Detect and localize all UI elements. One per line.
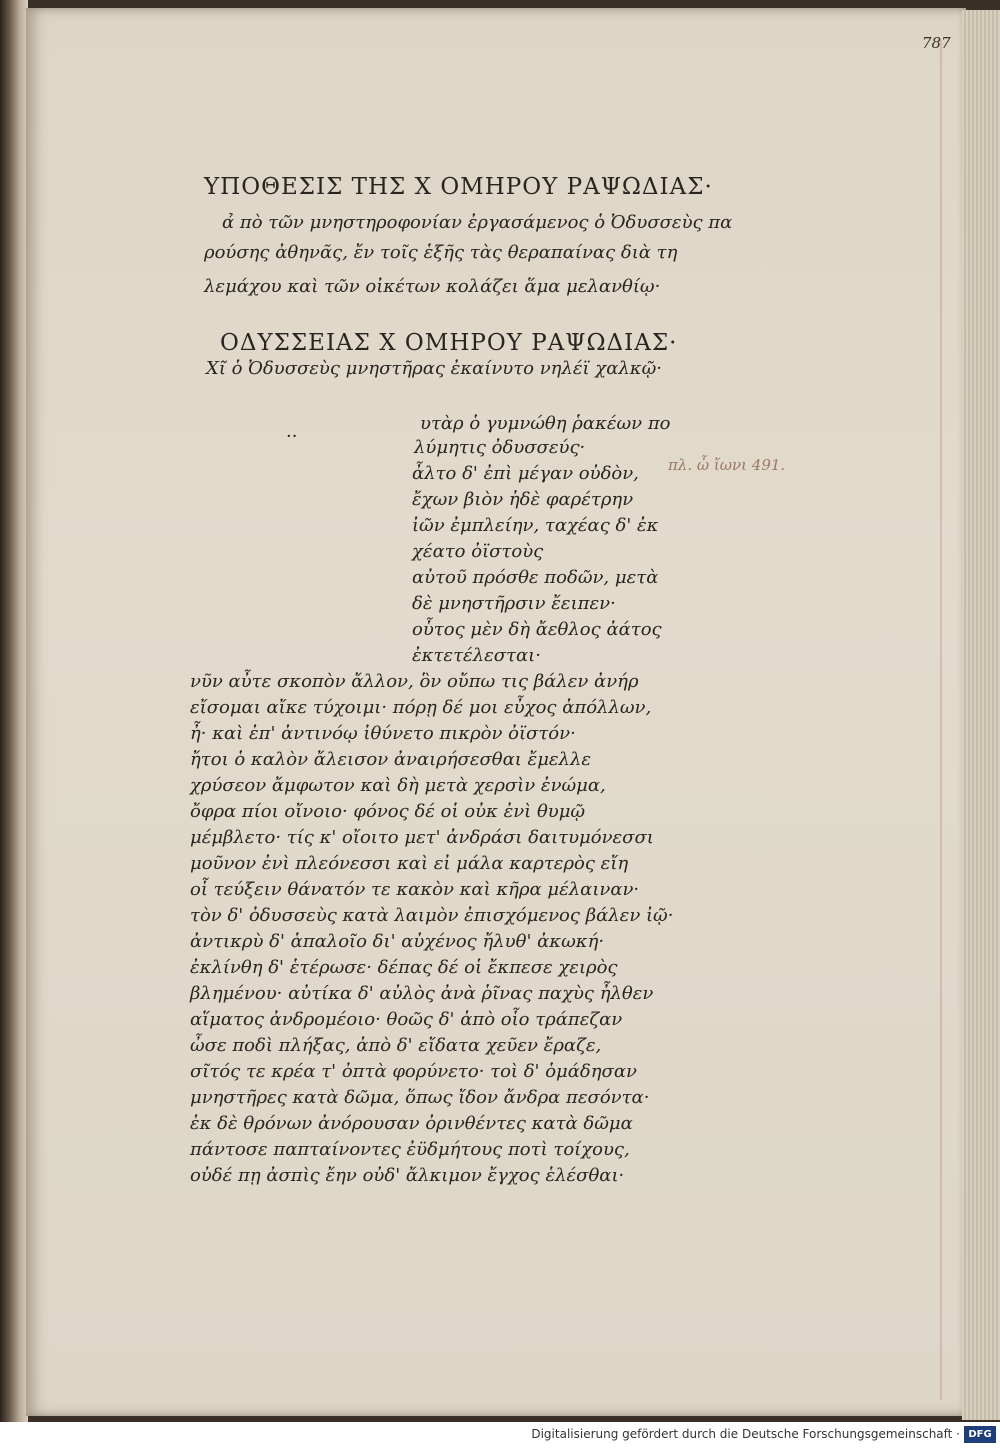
- verse-line: πάντοσε παπταίνοντες ἐϋδμήτους ποτὶ τοίχους,: [190, 1139, 630, 1160]
- verse-line: βλημένου· αὐτίκα δ' αὐλὸς ἀνὰ ῥῖνας παχὺς ἦλθεν: [190, 983, 654, 1004]
- dfg-logo: DFG: [964, 1426, 996, 1443]
- column-line: ἔχων βιὸν ἠδὲ φαρέτρην: [412, 489, 634, 510]
- margin-rule: [940, 40, 942, 1400]
- verse-line: σῖτός τε κρέα τ' ὀπτὰ φορύνετο· τοὶ δ' ὁμάδησαν: [190, 1061, 637, 1082]
- verse-line: μέμβλετο· τίς κ' οἴοιτο μετ' ἀνδράσι δαιτυμόνεσσι: [190, 827, 654, 848]
- verse-line: ἤτοι ὁ καλὸν ἄλεισον ἀναιρήσεσθαι ἔμελλε: [190, 749, 592, 770]
- verse-line: νῦν αὖτε σκοπὸν ἄλλον, ὃν οὔπω τις βάλεν ἀνήρ: [190, 671, 639, 692]
- verse-line: εἴσομαι αἴκε τύχοιμι· πόρῃ δέ μοι εὖχος ἀπόλλων,: [190, 697, 652, 718]
- column-line: δὲ μνηστῆρσιν ἔειπεν·: [412, 593, 616, 614]
- argument-line: α̉ πὸ τῶν μνηστηροφονίαν ἐργασάμενος ὁ Ὀδυσσεὺς πα: [222, 212, 733, 233]
- verse-line: μνηστῆρες κατὰ δῶμα, ὅπως ἴδον ἄνδρα πεσόντα·: [190, 1087, 650, 1108]
- verse-line: αἵματος ἀνδρομέοιο· θοῶς δ' ἀπὸ οἷο τράπεζαν: [190, 1009, 623, 1030]
- verse-line: ἐκλίνθη δ' ἑτέρωσε· δέπας δέ οἱ ἔκπεσε χειρὸς: [190, 957, 618, 978]
- argument-line: λεμάχου καὶ τῶν οἰκέτων κολάζει ἅμα μελανθίῳ·: [204, 276, 661, 297]
- footer-bar: [0, 1422, 1000, 1448]
- book-title: ΟΔΥΣΣΕΙΑΣ Χ ΟΜΗΡΟΥ ΡΑΨΩΔΙΑΣ·: [220, 330, 678, 356]
- argument-line: ρούσης ἀθηνᾶς, ἔν τοῖς ἑξῆς τὰς θεραπαίνας διὰ τη: [204, 242, 678, 263]
- verse-line: οὐδέ πῃ ἀσπὶς ἔην οὐδ' ἄλκιμον ἔγχος ἑλέσθαι·: [190, 1165, 625, 1186]
- column-line: αὐτοῦ πρόσθε ποδῶν, μετὰ: [412, 567, 659, 588]
- column-line: ἰῶν ἐμπλείην, ταχέας δ' ἐκ: [412, 515, 659, 536]
- verse-line: χρύσεον ἄμφωτον καὶ δὴ μετὰ χερσὶν ἐνώμα,: [190, 775, 606, 796]
- verse-line: μοῦνον ἐνὶ πλεόνεσσι καὶ εἰ μάλα καρτερὸς εἴη: [190, 853, 629, 874]
- verse-line: ἐκ δὲ θρόνων ἀνόρουσαν ὀρινθέντες κατὰ δῶμα: [190, 1113, 633, 1134]
- gap-marker: ··: [286, 426, 298, 447]
- book-spine: [0, 0, 28, 1422]
- column-line: ἐκτετέλεσται·: [412, 645, 541, 666]
- folio-number: 787: [922, 34, 951, 52]
- verse-line: ἦ· καὶ ἐπ' ἀντινόῳ ἰθύνετο πικρὸν ὀϊστόν·: [190, 723, 576, 744]
- verse-line: τὸν δ' ὀδυσσεὺς κατὰ λαιμὸν ἐπισχόμενος βάλεν ἰῷ·: [190, 905, 674, 926]
- funding-credit: Digitalisierung gefördert durch die Deutsche Forschungsgemeinschaft ·: [531, 1427, 960, 1441]
- column-line: ἆλτο δ' ἐπὶ μέγαν οὐδὸν,: [412, 463, 639, 484]
- page-edges: [962, 10, 1000, 1420]
- verse-line: οἷ τεύξειν θάνατόν τε κακὸν καὶ κῆρα μέλαιναν·: [190, 879, 640, 900]
- verse-line: ὄφρα πίοι οἴνοιο· φόνος δέ οἱ οὐκ ἐνὶ θυμῷ: [190, 801, 586, 822]
- column-line: χέατο ὀϊστοὺς: [412, 541, 544, 562]
- marginal-note: πλ. ὦ ἴωνι 491.: [668, 456, 786, 474]
- book-summary: Χῖ ὁ Ὀδυσσεὺς μνηστῆρας ἐκαίνυτο νηλέϊ χαλκῷ·: [206, 358, 662, 379]
- verse-line: ἀντικρὺ δ' ἁπαλοῖο δι' αὐχένος ἤλυθ' ἀκωκή·: [190, 931, 605, 952]
- column-line: λύμητις ὀδυσσεύς·: [414, 437, 586, 458]
- column-line: υτὰρ ὁ γυμνώθη ῥακέων πο: [420, 413, 671, 434]
- verse-line: ὦσε ποδὶ πλήξας, ἀπὸ δ' εἴδατα χεῦεν ἔραζε,: [190, 1035, 602, 1056]
- column-line: οὗτος μὲν δὴ ἄεθλος ἀάτος: [412, 619, 662, 640]
- argument-title: ΥΠΟΘΕΣΙΣ ΤΗΣ Χ ΟΜΗΡΟΥ ΡΑΨΩΔΙΑΣ·: [204, 174, 713, 200]
